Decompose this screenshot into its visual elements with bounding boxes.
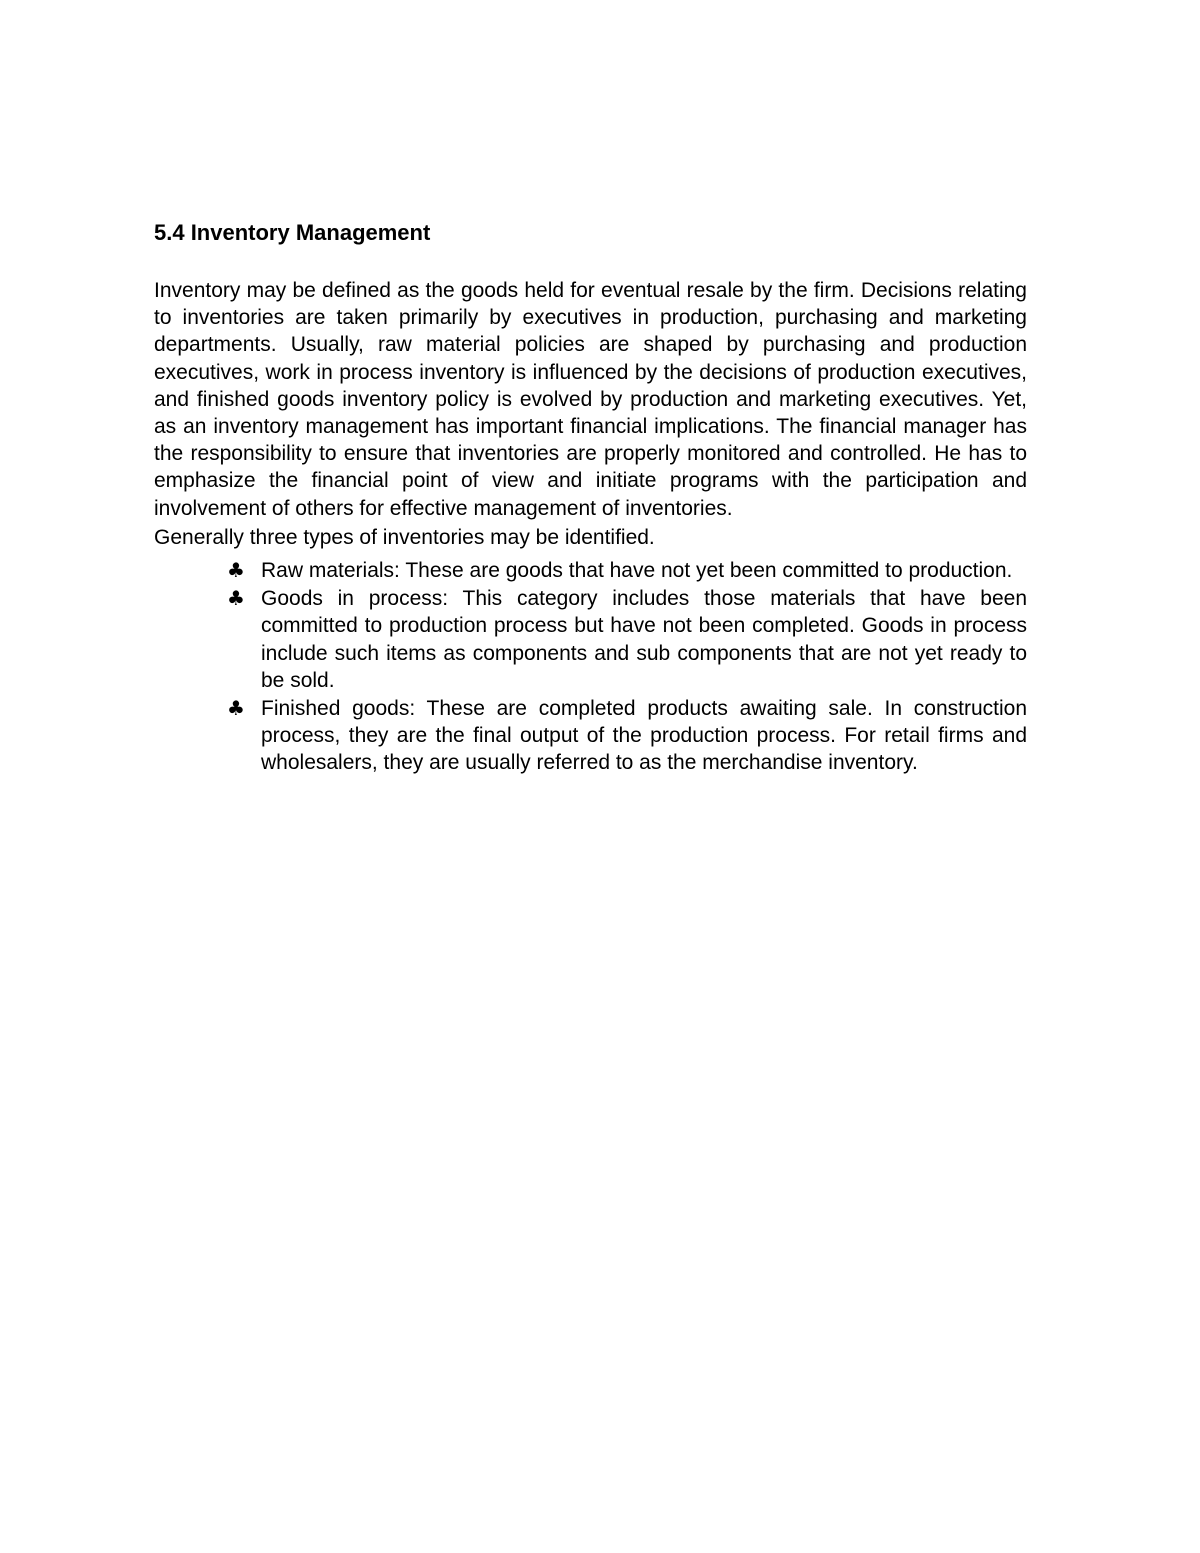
body-paragraph: Inventory may be defined as the goods held for eventual resale by the firm. Decisions relating to inventories are taken primarily by executives in production, purchasing and marketing departments. Usually, raw material policies are shaped by purchasing and production executives, work in process inventory is influenced by the decisions of production executives, and finished goods inventory policy is evolved by production and marketing executives. Yet, as an inventory management has important financial implications. The financial manager has the responsibility to ensure that inventories are properly monitored and controlled. He has to emphasize the financial point of view and initiate programs with the participation and involvement of others for effective management of inventories. bbox=[154, 279, 1027, 520]
list-item-text: Raw materials: These are goods that have not yet been committed to production. bbox=[261, 559, 1013, 583]
types-intro: Generally three types of inventories may be identified. bbox=[154, 525, 655, 549]
club-suit-icon: ♣ bbox=[227, 586, 245, 611]
club-suit-icon: ♣ bbox=[227, 558, 245, 583]
list-item-raw-materials bbox=[154, 557, 1027, 584]
inventory-types-list bbox=[154, 557, 1027, 777]
list-item-goods-in-process bbox=[154, 585, 1027, 694]
club-suit-icon: ♣ bbox=[227, 696, 245, 721]
section-heading: 5.4 Inventory Management bbox=[154, 220, 431, 245]
list-item-text: Goods in process: This category includes those materials that have been committed to production process but have not been completed. Goods in process include such items as components and sub components that are not yet ready to be sold. bbox=[261, 587, 1027, 692]
document-page bbox=[154, 218, 1027, 778]
list-item-finished-goods bbox=[154, 695, 1027, 777]
list-item-text: Finished goods: These are completed products awaiting sale. In construction process, they are the final output of the production process. For retail firms and wholesalers, they are usually referred to as the merchandise inventory. bbox=[261, 697, 1027, 775]
